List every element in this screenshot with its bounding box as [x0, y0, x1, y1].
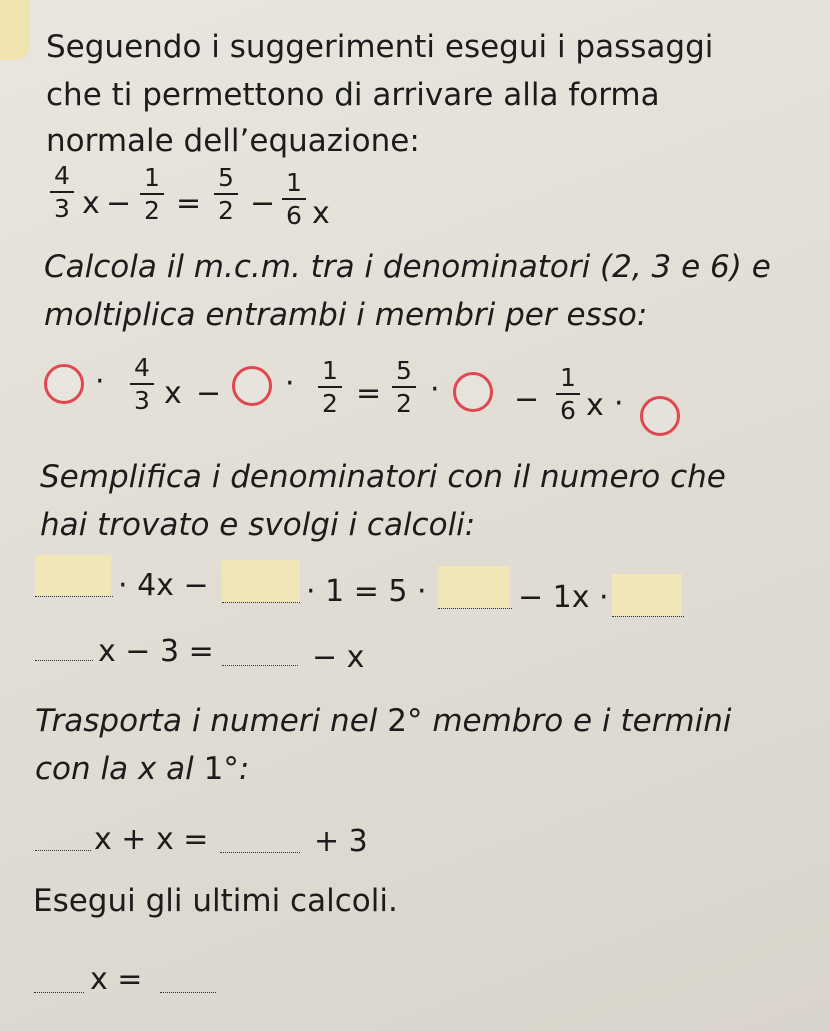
mcm-circle-input[interactable] — [453, 372, 493, 412]
step1-line-1: Calcola il m.c.m. tra i denominatori (2, 3 e 6) e — [44, 249, 771, 285]
term-minus-x: − x — [312, 640, 365, 675]
dot-operator: · — [285, 366, 295, 401]
term-4x: · 4x − — [118, 568, 209, 603]
dot-operator: · — [95, 364, 105, 399]
minus-sign: − — [514, 382, 540, 417]
equals-sign: = — [356, 376, 382, 411]
mcm-circle-input[interactable] — [232, 366, 272, 406]
dot-operator: · — [614, 386, 624, 421]
term-x-equals: x = — [90, 962, 143, 997]
step3-line-1: Trasporta i numeri nel 2° membro e i termini — [35, 703, 732, 739]
answer-box — [35, 555, 111, 595]
intro-line-1: Seguendo i suggerimenti esegui i passaggi — [46, 29, 714, 65]
variable-x: x — [164, 376, 182, 411]
variable-x: x — [82, 186, 100, 221]
mcm-circle-input[interactable] — [640, 396, 680, 436]
variable-x: x — [586, 388, 604, 423]
variable-x: x — [312, 196, 330, 231]
intro-line-2: che ti permettono di arrivare alla forma — [46, 77, 660, 113]
answer-blank[interactable] — [35, 850, 91, 851]
term-x-minus-3: x − 3 = — [98, 634, 214, 669]
step2-line-2: hai trovato e svolgi i calcoli: — [40, 507, 476, 543]
answer-box — [222, 560, 300, 602]
step2-line-1: Semplifica i denominatori con il numero che — [40, 459, 726, 495]
page-corner-decoration — [0, 0, 30, 60]
fraction-1-2: 1 2 — [140, 165, 164, 223]
answer-blank[interactable] — [160, 992, 216, 993]
answer-blank[interactable] — [35, 660, 93, 661]
minus-sign: − — [250, 186, 276, 221]
answer-box — [438, 566, 510, 608]
answer-blank[interactable] — [34, 992, 84, 993]
fraction-5-2: 5 2 — [392, 358, 416, 416]
intro-line-3: normale dell’equazione: — [46, 123, 420, 159]
answer-blank[interactable] — [35, 596, 113, 597]
term-1x: − 1x · — [518, 580, 609, 615]
answer-blank[interactable] — [222, 602, 300, 603]
fraction-4-3: 4 3 — [130, 355, 154, 413]
step3-line-2: con la x al 1°: — [35, 751, 250, 787]
step1-line-2: moltiplica entrambi i membri per esso: — [44, 297, 648, 333]
answer-blank[interactable] — [222, 665, 298, 666]
equals-sign: = — [176, 186, 202, 221]
fraction-1-6: 1 6 — [282, 170, 306, 228]
dot-operator: · — [430, 372, 440, 407]
minus-sign: − — [106, 186, 132, 221]
minus-sign: − — [196, 376, 222, 411]
fraction-5-2: 5 2 — [214, 165, 238, 223]
answer-blank[interactable] — [438, 608, 512, 609]
answer-box — [612, 574, 682, 616]
step4-line-1: Esegui gli ultimi calcoli. — [33, 883, 398, 919]
term-plus-3: + 3 — [314, 824, 368, 859]
fraction-1-2: 1 2 — [318, 358, 342, 416]
fraction-1-6: 1 6 — [556, 365, 580, 423]
fraction-4-3: 4 3 — [50, 163, 74, 221]
term-x-plus-x: x + x = — [94, 822, 209, 857]
term-1-eq-5: · 1 = 5 · — [306, 574, 427, 609]
answer-blank[interactable] — [220, 852, 300, 853]
mcm-circle-input[interactable] — [44, 364, 84, 404]
answer-blank[interactable] — [612, 616, 684, 617]
